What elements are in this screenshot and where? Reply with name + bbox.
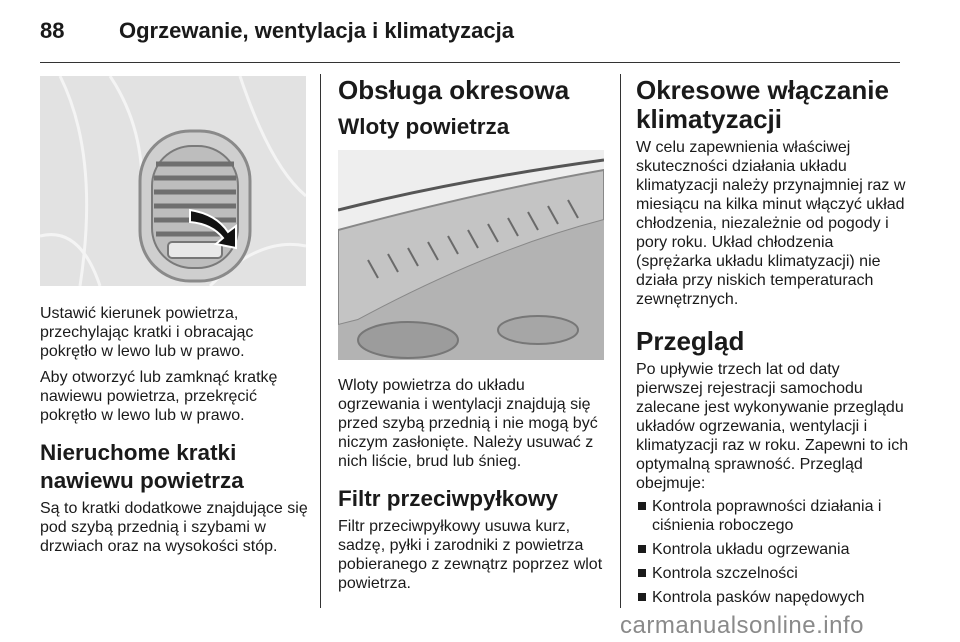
watermark: carmanualsonline.info [620, 612, 864, 639]
column-middle [338, 76, 610, 145]
vent-direction-paragraph: Ustawić kierunek powietrza, przechylając kratki i obracając pokrętło w lewo lub w prawo. [40, 305, 254, 360]
air-intake-paragraph: Wloty powietrza do układu ogrzewania i wentylacji znajdują się przed szybą przednią i nie mogą być niczym zasłonięte. Należy usuwać z nich liście, brud lub śnieg. [338, 377, 598, 470]
header-rule [40, 62, 900, 63]
list-item: Kontrola poprawności działania i ciśnienia roboczego [636, 497, 910, 535]
page-title: Ogrzewanie, wentylacja i klimatyzacja [119, 18, 514, 43]
maintenance-title: Obsługa okresowa [338, 75, 570, 105]
periodic-ac-paragraph: W celu zapewnienia właściwej skuteczności działania układu klimatyzacji należy przynajmniej raz w miesiącu na kilka minut włączyć układ chłodzenia, niezależnie od pogody i pory roku. Układ chłodzenia (sprężarka układu klimatyzacji) nie działa przy niskich temperaturach zewnętrznych. [636, 139, 906, 308]
column-right [636, 76, 910, 612]
pollen-filter-heading: Filtr przeciwpyłkowy [338, 486, 559, 511]
list-item: Kontrola układu ogrzewania [636, 540, 910, 559]
column-middle-text [338, 376, 610, 600]
air-intake-illustration [338, 150, 604, 360]
list-item: Kontrola pasków napędowych [636, 588, 910, 607]
vent-open-close-paragraph: Aby otworzyć lub zamknąć kratkę nawiewu powietrza, przekręcić pokrętło w lewo lub w prawo. [40, 369, 278, 424]
column-separator-1 [320, 74, 321, 608]
service-heading: Przegląd [636, 326, 745, 356]
fixed-vents-paragraph: Są to kratki dodatkowe znajdujące się pod szybą przednią i szybami w drzwiach oraz na wysokości stóp. [40, 500, 308, 555]
page-number: 88 [40, 18, 65, 43]
fixed-vents-heading: Nieruchome kratki nawiewu powietrza [40, 440, 244, 493]
periodic-ac-title: Okresowe włączanie klimatyzacji [636, 75, 889, 134]
page-header [40, 14, 920, 48]
air-intake-heading: Wloty powietrza [338, 114, 510, 139]
service-paragraph: Po upływie trzech lat od daty pierwszej rejestracji samochodu zalecane jest wykonywanie przeglądu układów ogrzewania, wentylacji i klimatyzacji raz w roku. Zapewni to ich optymalną sprawność. Przegląd obejmuje: [636, 361, 909, 492]
pollen-filter-paragraph: Filtr przeciwpyłkowy usuwa kurz, sadzę, pyłki i zarodniki z powietrza pobieranego z zewnątrz poprzez wlot powietrza. [338, 518, 603, 592]
column-separator-2 [620, 74, 621, 608]
air-vent-illustration [40, 76, 306, 286]
list-item: Kontrola szczelności [636, 564, 910, 583]
column-left [40, 304, 310, 563]
service-checklist [636, 497, 910, 607]
